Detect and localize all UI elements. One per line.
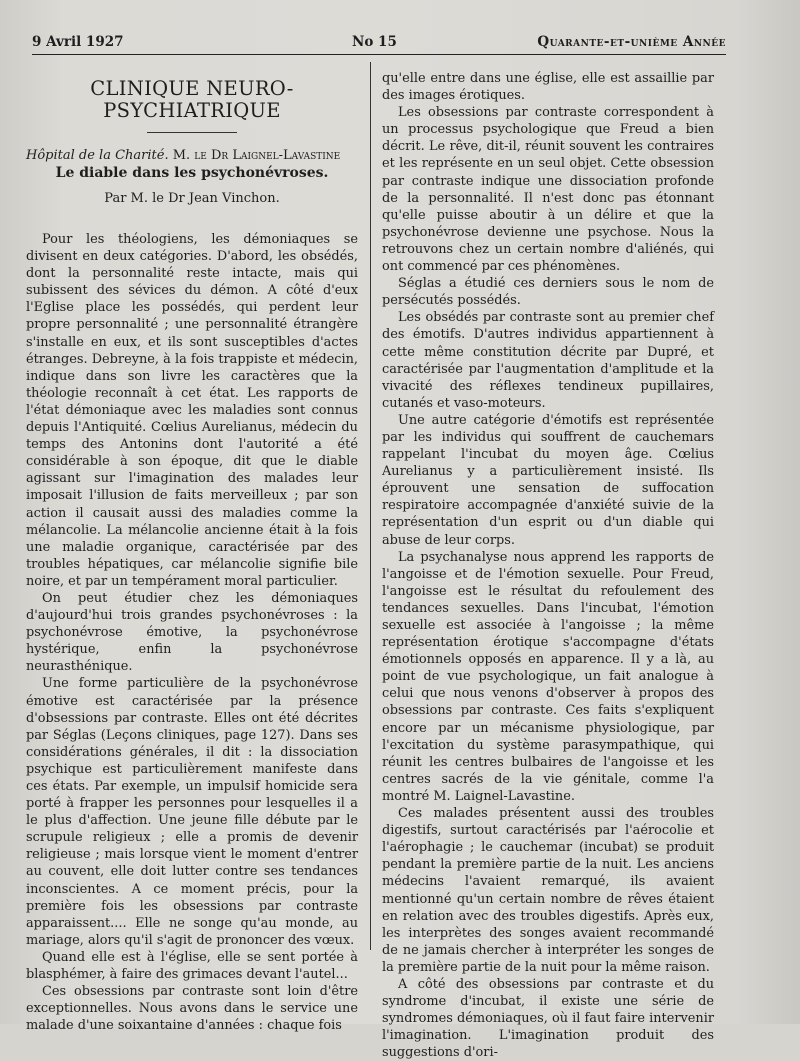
header-year: Quarante-et-unième Année: [537, 34, 726, 50]
byline: Par M. le Dr Jean Vinchon.: [104, 191, 280, 206]
service-head: M. le Dr Laignel-Lavastine: [172, 148, 341, 163]
right-column: [382, 70, 714, 1061]
column-divider: [370, 62, 371, 950]
hospital-line: [26, 147, 358, 164]
left-column: [26, 66, 358, 1034]
right-paragraph-8: A côté des obsessions par contraste et du syndrome d'incubat, il existe une série de syndromes démoniaques, où il faut faire intervenir l'imagination. L'imagination produit des suggestions d'ori-: [382, 976, 714, 1061]
right-paragraph-2: Les obsessions par contraste correspondent à un processus psychologique que Freud a bien décrit. Le rêve, dit-il, réunit souvent les contraires et les représente en un seul objet. Cette obsession par contraste indique une dissociation profonde de la personnalité. Il n'est donc pas étonnant qu'elle puisse aboutir à un délire et que la psychonévrose devienne une psychose. Nous la retrouvons chez un certain nombre d'aliénés, qui ont commencé par ces phénomènes.: [382, 105, 714, 275]
right-paragraph-1: qu'elle entre dans une église, elle est assaillie par des images érotiques.: [382, 71, 714, 104]
right-paragraph-4: Les obsédés par contraste sont au premier chef des émotifs. D'autres individus appartiennent à cette même constitution décrite par Dupré, et caractérisée par l'augmentation d'amplitude et la vivacité des réflexes tendineux pupillaires, cutanés et vaso-moteurs.: [382, 310, 714, 411]
header-date: 9 Avril 1927: [32, 34, 124, 50]
right-paragraph-7: Ces malades présentent aussi des troubles digestifs, surtout caractérisés par l'aérocolie et l'aérophagie ; le cauchemar (incubat) se produit pendant la première partie de la nuit. Les anciens médecins l'avaient remarqué, ils avaient mentionné qu'un certain nombre de rêves étaient en relation avec des troubles digestifs. Après eux, les interprètes des songes avaient recommandé de ne jamais chercher à interpréter les songes de la première partie de la nuit pour la même raison.: [382, 806, 714, 975]
title-rule: [147, 132, 237, 133]
right-paragraph-6: La psychanalyse nous apprend les rapports de l'angoisse et de l'émotion sexuelle. Pour Freud, l'angoisse est le résultat du refoulement des tendances sexuelles. Dans l'incubat, l'émotion sexuelle est associée à l'angoisse ; la même représentation érotique s'accompagne d'états émotionnels opposés en apparence. Il y a là, au point de vue psychologique, un fait analogue à celui que nous venons d'observer à propos des obsessions par contraste. Ces faits s'expliquent encore par un mécanisme physiologique, par l'excitation du système parasympathique, qui réunit les centres bulbaires de l'angoisse et les centres sacrés de la vie génitale, comme l'a montré M. Laignel-Lavastine.: [382, 549, 714, 804]
left-paragraph-5: Ces obsessions par contraste sont loin d'être exceptionnelles. Nous avons dans le service une malade d'une soixantaine d'années : chaque fois: [26, 984, 358, 1034]
hospital-name: Hôpital de la Charité.: [26, 148, 169, 163]
article-title: Le diable dans les psychonévroses.: [55, 165, 329, 181]
page-header: [32, 32, 726, 55]
left-paragraph-2: On peut étudier chez les démoniaques d'aujourd'hui trois grandes psychonévroses : la psychonévrose émotive, la psychonévrose hystérique, enfin la psychonévrose neurasthénique.: [26, 590, 358, 675]
left-paragraph-1: Pour les théologiens, les démoniaques se divisent en deux catégories. D'abord, les obsédés, dont la personnalité reste intacte, mais qui subissent des sévices du démon. A côté d'eux l'Eglise place les possédés, qui perdent leur propre personnalité ; une personnalité étrangère s'installe en eux, et ils sont susceptibles d'actes étranges. Debreyne, à la fois trappiste et médecin, indique dans son livre les caractères que la théologie reconnaît à cet état. Les rapports de l'état démoniaque avec les maladies sont connus depuis l'Antiquité. Cœlius Aurelianus, médecin du temps des Antonins dont l'autorité a été considérable à son époque, dit que le diable agissant sur l'imagination des malades leur imposait l'illusion de faits merveilleux ; par son action il causait aussi des maladies comme la mélancolie. La mélancolie ancienne était à la fois une maladie organique, caractérisée par des troubles hépatiques, car mélancolie signifie bile noire, et par un tempérament moral particulier.: [26, 232, 358, 589]
section-title: CLINIQUE NEURO-PSYCHIATRIQUE: [90, 77, 294, 122]
header-issue-number: No 15: [352, 34, 397, 50]
left-paragraph-4: Quand elle est à l'église, elle se sent portée à blasphémer, à faire des grimaces devant l'autel...: [26, 949, 358, 983]
right-paragraph-3: Séglas a étudié ces derniers sous le nom de persécutés possédés.: [382, 276, 714, 309]
right-paragraph-5: Une autre catégorie d'émotifs est représentée par les individus qui souffrent de cauchemars rappelant l'incubat du moyen âge. Cœlius Aurelianus y a particulièrement insisté. Ils éprouvent une sensation de suffocation respiratoire accompagnée d'anxiété suivie de la représentation d'un esprit ou d'un diable qui abuse de leur corps.: [382, 412, 714, 548]
left-paragraph-3: Une forme particulière de la psychonévrose émotive est caractérisée par la présence d'obsessions par contraste. Elles ont été décrites par Séglas (Leçons cliniques, page 127). Dans ses considérations générales, il dit : la dissociation psychique est particulièrement manifeste dans ces états. Par exemple, un impulsif homicide sera porté à frapper les personnes pour lesquelles il a le plus d'affection. Une jeune fille débute par le scrupule religieux ; elle a promis de devenir religieuse ; mais lorsque vient le moment d'entrer au couvent, elle doit lutter contre ses tendances inconscientes. A ce moment précis, pour la première fois les obsessions par contraste apparaissent.... Elle ne songe qu'au monde, au mariage, alors qu'il s'agit de prononcer des vœux.: [26, 676, 358, 948]
